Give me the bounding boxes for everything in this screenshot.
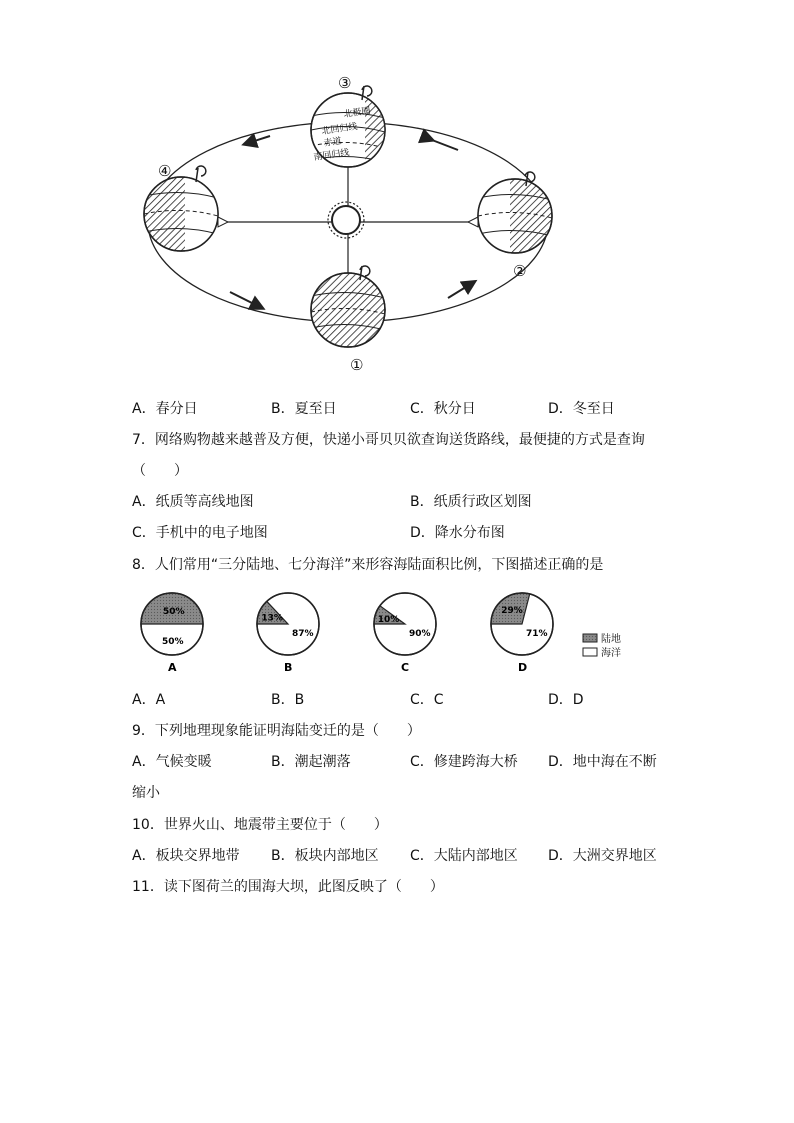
pie-land-label: 10% (377, 615, 400, 626)
pie-ocean-label: 87% (292, 629, 314, 639)
legend-ocean-swatch (583, 648, 597, 656)
label-equator: 赤道 (323, 136, 343, 149)
q10-option-a[interactable]: A．板块交界地带 (132, 848, 240, 864)
globe-position-2 (470, 170, 552, 260)
q9-option-d[interactable]: D．地中海在不断 (548, 754, 657, 770)
q6-option-a[interactable]: A．春分日 (132, 401, 198, 417)
sun-icon (328, 202, 364, 238)
label-arctic-circle: 北极圈 (343, 106, 372, 120)
pie-letter-label: C (401, 661, 410, 674)
q7-option-c[interactable]: C．手机中的电子地图 (132, 525, 268, 541)
position-number-3: ③ (338, 74, 352, 92)
pie-ocean-label: 71% (526, 629, 548, 639)
pie-chart-a (141, 593, 203, 674)
q8-stem: 8．人们常用“三分陆地、七分海洋”来形容海陆面积比例，下图描述正确的是 (132, 557, 604, 573)
globe-position-4 (144, 166, 245, 260)
label-tropic-capricorn: 南回归线 (313, 148, 351, 163)
q7-stem: 7．网络购物越来越普及方便，快递小哥贝贝欲查询送货路线，最便捷的方式是查询 (132, 432, 645, 448)
pie-letter-label: D (518, 661, 528, 674)
q8-option-d[interactable]: D．D (548, 692, 584, 708)
pie-legend (583, 632, 621, 659)
position-number-4: ④ (158, 162, 172, 180)
q9-stem: 9．下列地理现象能证明海陆变迁的是（ ） (132, 723, 421, 739)
q7-option-a[interactable]: A．纸质等高线地图 (132, 494, 254, 510)
globe-position-3 (311, 86, 395, 170)
globe-position-1 (311, 266, 385, 347)
position-number-1: ① (350, 356, 364, 374)
legend-ocean-label: 海洋 (601, 648, 621, 659)
q6-option-d[interactable]: D．冬至日 (548, 401, 615, 417)
q8-option-a[interactable]: A．A (132, 692, 166, 708)
pie-letter-label: A (168, 661, 177, 674)
q6-option-b[interactable]: B．夏至日 (271, 401, 337, 417)
q6-option-c[interactable]: C．秋分日 (410, 401, 476, 417)
q9-option-a[interactable]: A．气候变暖 (132, 754, 212, 770)
pie-ocean-label: 50% (162, 637, 184, 647)
q9-option-c[interactable]: C．修建跨海大桥 (410, 754, 518, 770)
pie-land-label: 13% (261, 613, 283, 624)
label-tropic-cancer: 北回归线 (321, 122, 359, 137)
legend-land-swatch (583, 634, 597, 642)
pie-land-label: 29% (501, 605, 523, 616)
q7-answer-paren: （ ） (132, 463, 188, 479)
position-number-2: ② (513, 262, 527, 280)
land-ocean-pie-charts (120, 590, 680, 680)
q9-option-d-continuation: 缩小 (132, 785, 160, 801)
pie-ocean-label: 90% (409, 629, 431, 639)
q7-option-d[interactable]: D．降水分布图 (410, 525, 505, 541)
pie-chart-c (374, 593, 436, 674)
q8-option-b[interactable]: B．B (271, 692, 305, 708)
q9-option-b[interactable]: B．潮起潮落 (271, 754, 351, 770)
pie-chart-b (257, 593, 319, 674)
q10-option-c[interactable]: C．大陆内部地区 (410, 848, 518, 864)
q10-stem: 10．世界火山、地震带主要位于（ ） (132, 817, 388, 833)
q10-option-b[interactable]: B．板块内部地区 (271, 848, 379, 864)
earth-orbit-figure (0, 0, 794, 390)
q8-option-c[interactable]: C．C (410, 692, 444, 708)
pie-chart-d (491, 593, 553, 674)
q7-option-b[interactable]: B．纸质行政区划图 (410, 494, 532, 510)
q11-stem: 11．读下图荷兰的围海大坝，此图反映了（ ） (132, 879, 444, 895)
pie-letter-label: B (284, 661, 293, 674)
q10-option-d[interactable]: D．大洲交界地区 (548, 848, 657, 864)
legend-land-label: 陆地 (601, 634, 621, 645)
pie-land-label: 50% (163, 607, 185, 618)
